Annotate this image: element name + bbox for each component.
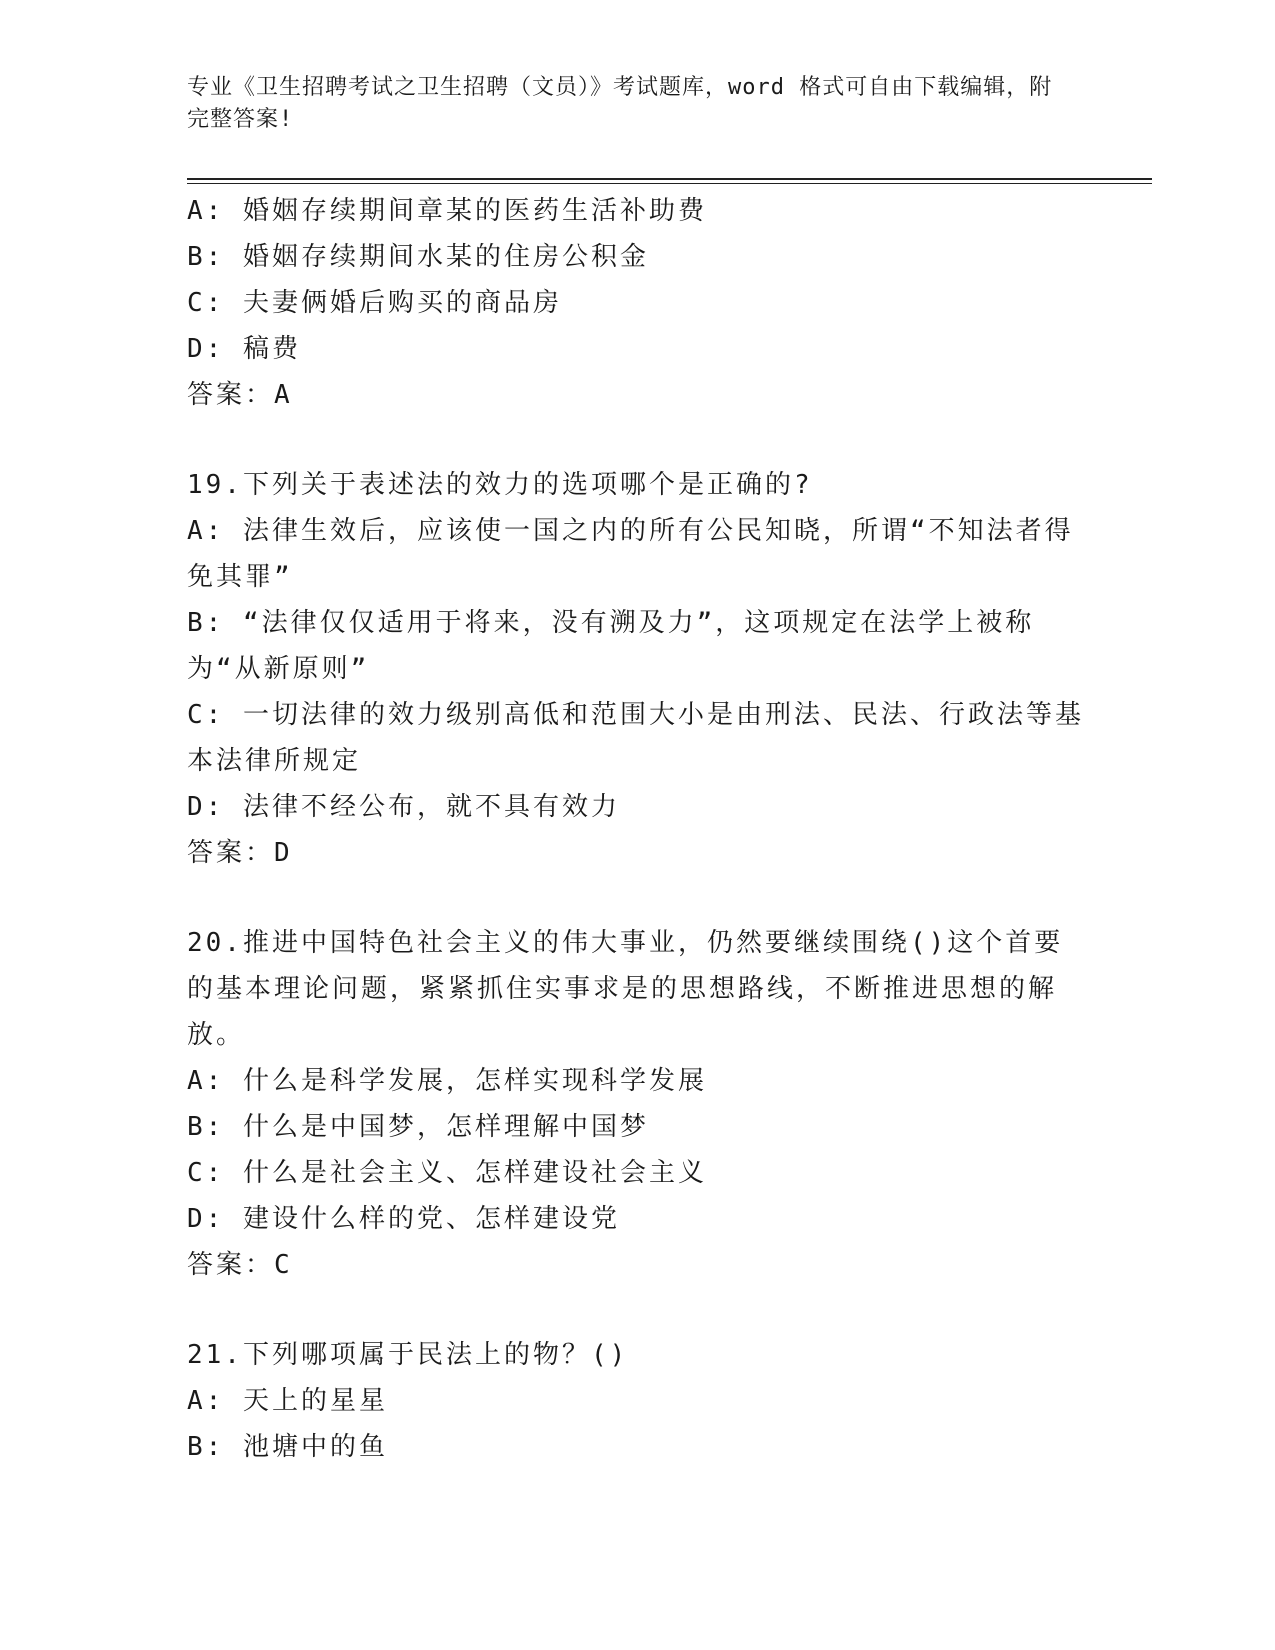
- answer-value: D: [274, 838, 293, 868]
- question-block-20: [187, 920, 1087, 1288]
- option-c: C: 夫妻俩婚后购买的商品房: [187, 288, 562, 318]
- question-list: [187, 188, 1087, 1470]
- option-d: D: 建设什么样的党、怎样建设党: [187, 1204, 620, 1234]
- option-d: D: 法律不经公布，就不具有效力: [187, 792, 620, 822]
- header-rule-thin: [187, 183, 1152, 184]
- spacer: [187, 418, 1087, 462]
- option-b: B: 什么是中国梦，怎样理解中国梦: [187, 1112, 649, 1142]
- option-a: A: 婚姻存续期间章某的医药生活补助费: [187, 196, 707, 226]
- document-header: [187, 72, 1067, 136]
- answer-label: 答案：: [187, 1250, 275, 1280]
- answer-line: [187, 1242, 1087, 1288]
- option-a: A: 天上的星星: [187, 1386, 388, 1416]
- question-text: 21.下列哪项属于民法上的物？(): [187, 1340, 629, 1370]
- answer-label: 答案：: [187, 380, 275, 410]
- question-text: 20.推进中国特色社会主义的伟大事业，仍然要继续围绕()这个首要的基本理论问题，紧紧抓住实事求是的思想路线，不断推进思想的解放。: [187, 928, 1064, 1050]
- question-text: 19.下列关于表述法的效力的选项哪个是正确的?: [187, 470, 813, 500]
- spacer: [187, 1288, 1087, 1332]
- answer-value: C: [274, 1250, 293, 1280]
- header-text: 专业《卫生招聘考试之卫生招聘（文员）》考试题库，word 格式可自由下载编辑，附完整答案!: [187, 75, 1053, 132]
- spacer: [187, 876, 1087, 920]
- option-a: A: 法律生效后，应该使一国之内的所有公民知晓，所谓“不知法者得免其罪”: [187, 516, 1074, 592]
- header-rule-thick: [187, 178, 1152, 180]
- option-b: B: 婚姻存续期间水某的住房公积金: [187, 242, 649, 272]
- answer-line: [187, 830, 1087, 876]
- question-block-19: [187, 462, 1087, 876]
- option-c: C: 什么是社会主义、怎样建设社会主义: [187, 1158, 707, 1188]
- option-d: D: 稿费: [187, 334, 301, 364]
- answer-line: [187, 372, 1087, 418]
- question-block-18: [187, 188, 1087, 418]
- option-c: C: 一切法律的效力级别高低和范围大小是由刑法、民法、行政法等基本法律所规定: [187, 700, 1084, 776]
- option-b: B: “法律仅仅适用于将来，没有溯及力”，这项规定在法学上被称为“从新原则”: [187, 608, 1035, 684]
- question-block-21: [187, 1332, 1087, 1470]
- answer-label: 答案：: [187, 838, 275, 868]
- answer-value: A: [274, 380, 293, 410]
- option-b: B: 池塘中的鱼: [187, 1432, 388, 1462]
- option-a: A: 什么是科学发展，怎样实现科学发展: [187, 1066, 707, 1096]
